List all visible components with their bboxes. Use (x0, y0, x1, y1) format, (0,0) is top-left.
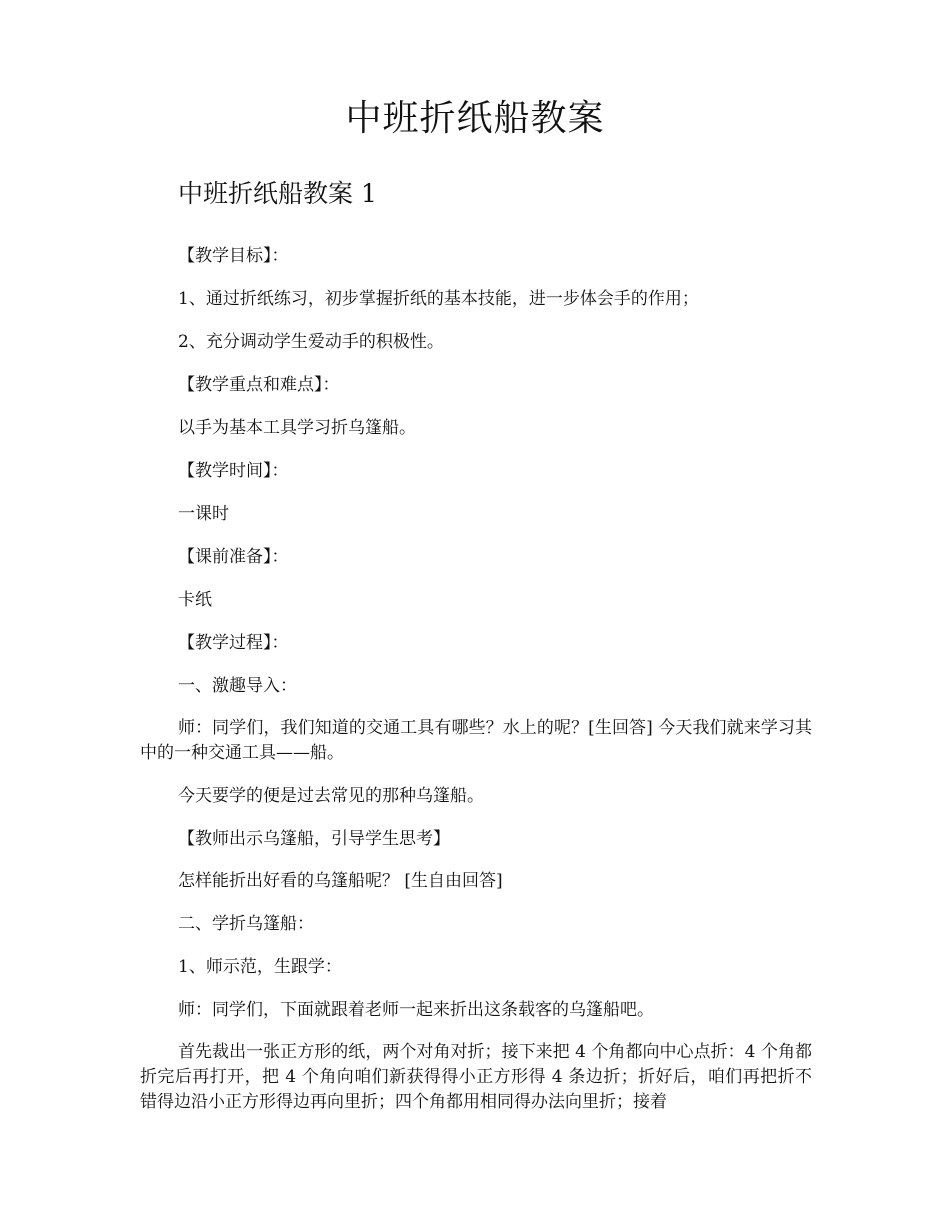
paragraph-folding-steps: 首先裁出一张正方形的纸，两个对角对折；接下来把 4 个角都向中心点折：4 个角都折完后再打开，把 4 个角向咱们新获得得小正方形得 4 条边折；折好后，咱们再把折不错得边沿小正方形得边再向里折；四个角都用相同得办法向里折；接着 (140, 1042, 812, 1112)
paragraph-question: 怎样能折出好看的乌篷船呢？ [生自由回答] (178, 871, 503, 891)
paragraph-step-two-heading: 二、学折乌篷船： (178, 914, 314, 934)
document-title: 中班折纸船教案 (345, 98, 605, 139)
paragraph-goal-1: 1、通过折纸练习，初步掌握折纸的基本技能，进一步体会手的作用； (178, 289, 699, 309)
paragraph-key-points: 以手为基本工具学习折乌篷船。 (178, 418, 416, 438)
paragraph-preparation-label: 【课前准备】： (178, 547, 289, 567)
paragraph-time: 一课时 (178, 504, 229, 524)
section-heading: 中班折纸船教案 1 (178, 179, 377, 208)
paragraph-key-points-label: 【教学重点和难点】： (178, 375, 340, 395)
paragraph-goal-2: 2、充分调动学生爱动手的积极性。 (178, 332, 444, 352)
paragraph-teaching-goals-label: 【教学目标】： (178, 246, 289, 266)
paragraph-boat-intro: 今天要学的便是过去常见的那种乌篷船。 (178, 786, 484, 806)
paragraph-process-label: 【教学过程】： (178, 633, 289, 653)
paragraph-preparation: 卡纸 (178, 590, 212, 610)
paragraph-demo-heading: 1、师示范，生跟学： (178, 957, 342, 977)
paragraph-show-boat: 【教师出示乌篷船，引导学生思考】 (178, 829, 450, 849)
paragraph-follow-teacher: 师：同学们，下面就跟着老师一起来折出这条载客的乌篷船吧。 (178, 1000, 654, 1020)
paragraph-teacher-intro: 师：同学们，我们知道的交通工具有哪些？水上的呢？[生回答] 今天我们就来学习其中的一种交通工具——船。 (140, 718, 812, 763)
paragraph-step-one-heading: 一、激趣导入： (178, 676, 297, 696)
paragraph-time-label: 【教学时间】： (178, 461, 289, 481)
